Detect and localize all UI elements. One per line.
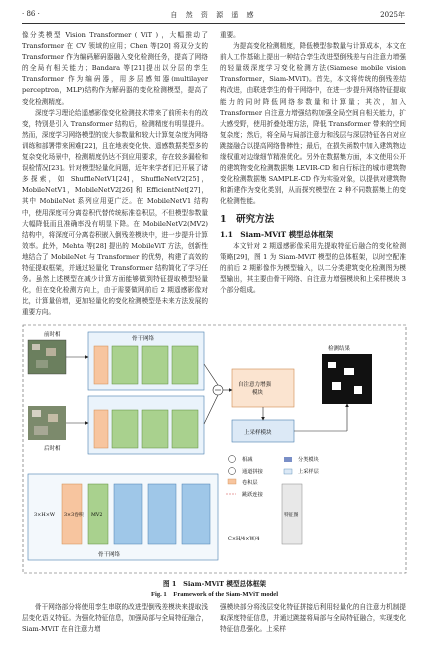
label-before: 前时相 [44, 332, 61, 338]
legend-item: 分类模块 [298, 457, 319, 463]
header-rule [22, 23, 405, 24]
legend-item: 卷积层 [242, 480, 258, 486]
paragraph: 本文针对 2 期遥感影像采用先提取特征后融合的变化检测策略[29]，图 1 为 Siam-MViT 模型的总体框架，以时空配准的前后 2 期影像作为模型输入，以二分类建筑变化检测图为模型输出，其主要由骨干网络、自注意力增强模块和上采样模块 3 个部分组成。 [220, 241, 406, 295]
bottom-right-column [220, 602, 406, 635]
legend [226, 455, 320, 498]
legend-item: 相减 [242, 457, 253, 463]
result-image [322, 354, 372, 404]
backbone-label: 骨干网络 [132, 336, 155, 342]
legend-item: 上采样层 [298, 469, 319, 475]
page-header [22, 10, 405, 22]
dims-right: C×H/4×W/4 [228, 536, 260, 542]
paragraph: 深度学习理论给遥感影像变化检测技术带来了前所未有的改变，特别是引入 Transformer 结构后，检测精度有明显提升。然而，深度学习网络模型的庞大参数量和较大计算复杂度为网络训练和部署带来困难[22]，且在地表变化快、遥感数据类型多的复杂变化场景中，检测精度仍达不到应用要求，存在较多漏检和误检情况[23]。针对模型轻量化问题，近年来学者们已开展了诸多探索，如 ShuffleNetV1[24]，ShuffleNetV2[25]，MobileNetV1，MobileNetV2[26] 和 EfficientNet[27]，其中 MobileNet 系列应用更广泛。在 MobileNetV1 结构中，使用深度可分离卷积代替传统标准卷积层，不但模型参数量大幅降低而且准确率没有明显下降。在 MobileNetV2(MV2) 结构中，将深度可分离卷积嵌入倒残差模块中，进一步提升计算效率。此外，Mehta 等[28] 提出的 MobileViT 方法，创新性地结合了 MobileNet 与 Transformer 的优势，构建了高效的特征提取框架，并通过轻量化 Transformer 结构简化了学习任务。虽然上述模型在减少计算方面能够做到特征提取模型轻量化，但在变化检测方向上，由于需要做网前后 2 期遥感影像对比，计算量倍增，更加轻量化的变化检测模型是未来方法发展的重要方向。 [22, 108, 208, 317]
legend-item: 跳跃连接 [242, 492, 263, 498]
section-heading: 1 研究方法 [220, 213, 275, 225]
label-after: 后时相 [44, 446, 61, 452]
legend-item: 通道拼接 [242, 469, 263, 475]
upsample-label: 上采样模块 [244, 430, 272, 436]
right-column [220, 30, 406, 296]
dims-left: 3×H×W [34, 512, 56, 518]
year: 2025年 [380, 11, 405, 19]
conv-block: 3×3卷积 [64, 513, 84, 518]
left-column [22, 30, 208, 318]
mv2-block: MV2 [91, 513, 103, 518]
bottom-left-column [22, 602, 208, 635]
backbone-detail-label: 骨干网络 [98, 552, 121, 558]
feature-map-block: 特征图 [284, 513, 299, 518]
journal-title: 自 然 资 源 遥 感 [170, 11, 257, 19]
figure-caption-zh: 图 1 Siam-MViT 模型总体框架 [163, 580, 266, 588]
paragraph: 强模块部分将浅层变化特征拼接后利用轻量化的自注意力机制提取深度特征信息，并通过跳接将局部与全局特征融合，实现变化特征信息强化。上采样 [220, 603, 406, 634]
paragraph: 骨干网络部分将使用孪生串联的改进型倒残差模块来提取浅层变化语义特征。为强化特征信息，加强局部与全局特征融合，Siam-MViT 在自注意力增 [22, 603, 208, 634]
result-label: 检测结果 [328, 346, 351, 352]
paragraph: 像分类模型 Vision Transformer ( ViT ) ，大幅推动了 Transformer 在 CV 领域的应用；Chen 等[20] 将双分支的 Transformer 作为编码解码器融入变化检测任务，提高了网络的全局有相关能力；Bandara 等[21]提出以分层的孪生 Transformer 作为编码器，用多层感知器(multilayer perceptron，MLP)结构作为解码器的变化检测模型，提高了变化检测精度。 [22, 31, 208, 106]
self-attention-module [232, 369, 294, 407]
framework-figure [22, 324, 407, 576]
subsection-heading: 1.1 Siam-MViT 模型总体框架 [220, 229, 334, 239]
figure-caption-en: Fig. 1 Framework of the Siam-MViT model [150, 591, 279, 598]
page-number: · 86 · [22, 10, 40, 18]
paragraph: 重要。 [220, 31, 240, 39]
paragraph: 为提高变化检测精度，降低模型参数量与计算成本，本文在前人工作基础上提出一种结合孪生改进型倒残差与自注意力增强的轻量级深度学习变化检测方法(Siamese mobile vision Transformer，Siam-MViT)。首先，本文将传统的倒残差结构改进，由联进孪生的骨干网络中，在进一步提升网络特征提取能力的同时降低网络参数量和计算量；其次，加入 Transformer 自注意力增强结构加强全局空间自相关能力，扩大感受野，使用折叠处理方法，降低 Transformer 带来的空间复杂度；然后，将全局与局部注意力和浅层与深层特征各自对应跳接融合以提高网络鲁棒性；最后，在损失函数中加入建筑物边缘权重对边缘细节精准优化。另外在数据集方面，本文使用公开的建筑物变化检测数据集 LEVIR-CD 和自行标注的城市建筑物变化检测数据集 SAMPLE-CD 作为实验对象，以提供对建筑物和新建作为变化类别，从而探究模型在 2 种不同数据集上的变化检测性能。 [220, 42, 406, 206]
self-attention-label: 自注意力增强模块 [238, 382, 272, 396]
